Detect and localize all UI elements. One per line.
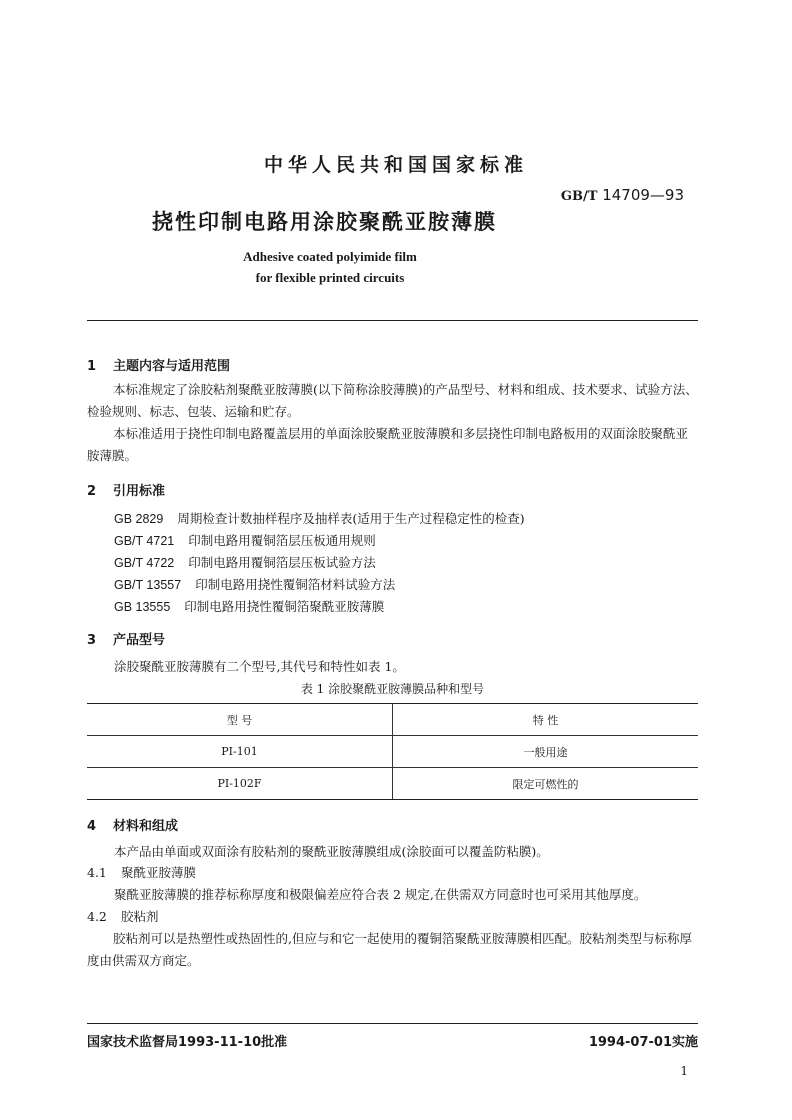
section-number: 4 (87, 819, 97, 834)
standard-code-number: 14709—93 (602, 186, 684, 204)
section-number: 3 (87, 633, 97, 648)
section-1-para-2: 本标准适用于挠性印制电路覆盖层用的单面涂胶聚酰亚胺薄膜和多层挠性印制电路板用的双面涂胶聚酰亚胺薄膜。 (87, 426, 689, 463)
approval-text: 国家技术监督局1993-11-10批准 (87, 1035, 288, 1050)
standard-code (561, 186, 684, 204)
section-1-para-1: 本标准规定了涂胶粘剂聚酰亚胺薄膜(以下简称涂胶薄膜)的产品型号、材料和组成、技术要求、试验方法、检验规则、标志、包装、运输和贮存。 (87, 382, 698, 419)
reference-code: GB/T 4722 (114, 556, 175, 570)
section-4-heading (87, 815, 178, 834)
section-title: 材料和组成 (113, 819, 179, 834)
reference-item (114, 575, 395, 593)
reference-code: GB/T 4721 (114, 534, 175, 548)
table-caption: 表 1 涂胶聚酰亚胺薄膜品种和型号 (300, 682, 485, 696)
subsection-number: 4.1 (87, 865, 107, 880)
reference-title: 印制电路用覆铜箔层压板试验方法 (188, 555, 376, 570)
section-title: 产品型号 (113, 633, 166, 648)
section-4-para: 本产品由单面或双面涂有胶粘剂的聚酰亚胺薄膜组成(涂胶面可以覆盖防粘膜)。 (114, 844, 549, 859)
reference-item (114, 531, 376, 549)
section-2-heading (87, 480, 165, 499)
header-rule (87, 320, 698, 321)
section-4-2-heading (87, 906, 159, 928)
section-number: 1 (87, 359, 97, 374)
section-3-para: 涂胶聚酰亚胺薄膜有二个型号,其代号和特性如表 1。 (114, 659, 405, 674)
document-title: 挠性印制电路用涂胶聚酰亚胺薄膜 (152, 210, 497, 234)
section-3-heading (87, 629, 165, 648)
subsection-title: 聚酰亚胺薄膜 (121, 865, 197, 880)
reference-title: 印制电路用覆铜箔层压板通用规则 (188, 533, 376, 548)
section-4-1-heading (87, 862, 196, 884)
effective-date-text: 1994-07-01实施 (588, 1035, 698, 1050)
reference-item (114, 553, 376, 571)
table-cell: PI-102F (87, 768, 393, 800)
reference-title: 印制电路用挠性覆铜箔聚酰亚胺薄膜 (184, 599, 385, 614)
reference-title: 印制电路用挠性覆铜箔材料试验方法 (195, 577, 396, 592)
reference-title: 周期检查计数抽样程序及抽样表(适用于生产过程稳定性的检查) (177, 511, 525, 526)
reference-item (114, 509, 525, 527)
reference-item (114, 597, 384, 615)
table-row (87, 768, 698, 800)
page-number: 1 (680, 1064, 688, 1078)
section-title: 引用标准 (113, 484, 166, 499)
table-cell: 限定可燃性的 (393, 768, 699, 800)
table-header-row (87, 704, 698, 736)
document-title-en-line2: for flexible printed circuits (255, 270, 405, 285)
reference-code: GB 2829 (114, 512, 164, 526)
table-header-cell: 特 性 (393, 704, 699, 736)
section-title: 主题内容与适用范围 (113, 359, 231, 374)
reference-code: GB/T 13557 (114, 578, 182, 592)
table-cell: PI-101 (87, 736, 393, 768)
table-header-cell: 型 号 (87, 704, 393, 736)
subsection-number: 4.2 (87, 909, 107, 924)
section-4-2-para: 胶粘剂可以是热塑性或热固性的,但应与和它一起使用的覆铜箔聚酰亚胺薄膜相匹配。胶粘剂类型与标称厚度由供需双方商定。 (87, 931, 692, 968)
section-4-1-para: 聚酰亚胺薄膜的推荐标称厚度和极限偏差应符合表 2 规定,在供需双方同意时也可采用其他厚度。 (114, 887, 647, 902)
subsection-title: 胶粘剂 (121, 909, 159, 924)
section-1-heading (87, 355, 230, 374)
table-row (87, 736, 698, 768)
reference-code: GB 13555 (114, 600, 171, 614)
table-cell: 一般用途 (393, 736, 699, 768)
footer-rule (87, 1023, 698, 1024)
standard-name: 中华人民共和国国家标准 (263, 154, 528, 176)
product-type-table (87, 703, 698, 800)
section-number: 2 (87, 484, 97, 499)
document-title-en-line1: Adhesive coated polyimide film (243, 249, 417, 264)
standard-code-prefix: GB/T (560, 189, 598, 204)
